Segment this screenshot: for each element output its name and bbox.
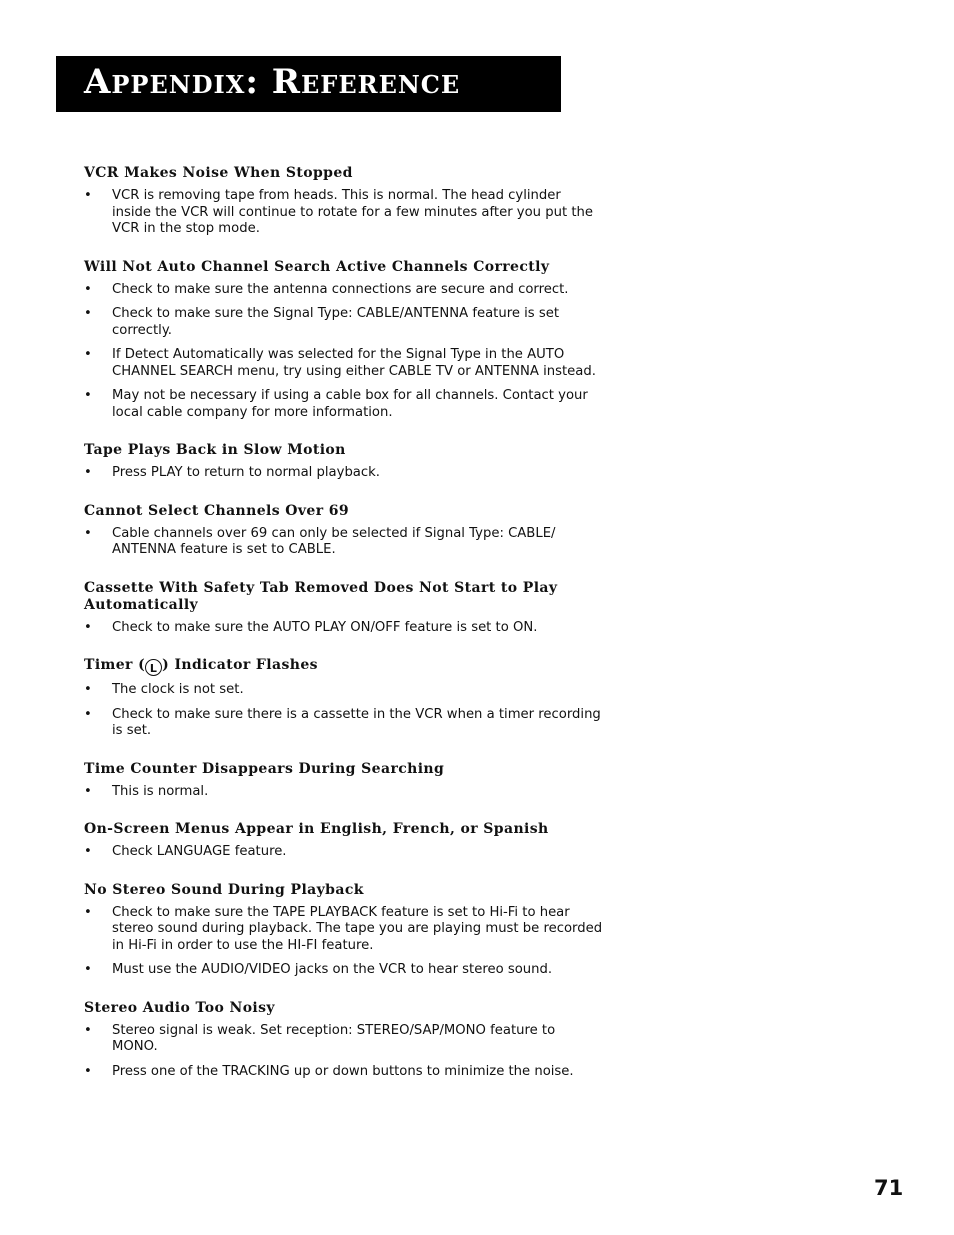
list-item bbox=[84, 844, 604, 861]
bullet-dot: • bbox=[84, 904, 92, 920]
troubleshooting-content bbox=[84, 160, 604, 1088]
section-heading: On-Screen Menus Appear in English, French, or Spanish bbox=[84, 821, 549, 837]
bullet-dot: • bbox=[84, 619, 92, 635]
list-item bbox=[84, 784, 604, 801]
list-item bbox=[84, 282, 604, 299]
bullet-dot: • bbox=[84, 783, 92, 799]
section-heading: No Stereo Sound During Playback bbox=[84, 881, 364, 898]
section-time-counter bbox=[84, 761, 604, 801]
bullet-list bbox=[84, 784, 604, 801]
bullet-list bbox=[84, 620, 604, 637]
bullet-text: Check to make sure the AUTO PLAY ON/OFF feature is set to ON. bbox=[112, 619, 538, 635]
heading-text-before: Timer ( bbox=[84, 657, 146, 673]
section-heading: Stereo Audio Too Noisy bbox=[84, 999, 275, 1016]
list-item bbox=[84, 388, 604, 421]
timer-icon: L bbox=[145, 659, 162, 676]
list-item bbox=[84, 347, 604, 380]
list-item bbox=[84, 620, 604, 637]
bullet-text: May not be necessary if using a cable box for all channels. Contact your local cable company for more information. bbox=[112, 388, 588, 420]
bullet-dot: • bbox=[84, 388, 92, 403]
section-heading bbox=[84, 657, 604, 676]
bullet-list bbox=[84, 844, 604, 861]
page-number: 71 bbox=[874, 1176, 904, 1200]
list-item bbox=[84, 188, 604, 238]
bullet-dot: • bbox=[84, 525, 92, 541]
section-stereo-noisy bbox=[84, 1000, 604, 1081]
bullet-text: Must use the AUDIO/VIDEO jacks on the VCR to hear stereo sound. bbox=[112, 962, 553, 977]
bullet-dot: • bbox=[84, 1022, 92, 1038]
bullet-dot: • bbox=[84, 844, 92, 859]
section-heading: VCR Makes Noise When Stopped bbox=[84, 165, 353, 181]
bullet-list bbox=[84, 188, 604, 238]
bullet-dot: • bbox=[84, 347, 92, 362]
bullet-list bbox=[84, 905, 604, 979]
list-item bbox=[84, 682, 604, 699]
bullet-text: Check to make sure the Signal Type: CABLE/ANTENNA feature is set correctly. bbox=[112, 306, 560, 338]
list-item bbox=[84, 306, 604, 339]
bullet-list bbox=[84, 282, 604, 422]
bullet-list bbox=[84, 465, 604, 482]
section-vcr-noise bbox=[84, 165, 604, 238]
section-slow-motion bbox=[84, 442, 604, 482]
bullet-dot: • bbox=[84, 706, 92, 722]
bullet-text: Check LANGUAGE feature. bbox=[112, 844, 287, 859]
bullet-text: Check to make sure the TAPE PLAYBACK feature is set to Hi-Fi to hear stereo sound during playback. The tape you are playing must be recorded in Hi-Fi in order to use the HI-FI feature. bbox=[112, 904, 603, 953]
list-item bbox=[84, 1023, 604, 1056]
bullet-dot: • bbox=[84, 1063, 92, 1079]
section-no-stereo bbox=[84, 882, 604, 979]
section-heading: Time Counter Disappears During Searching bbox=[84, 760, 445, 777]
bullet-text: If Detect Automatically was selected for the Signal Type in the AUTO CHANNEL SEARCH menu, try using either CABLE TV or ANTENNA instead. bbox=[112, 347, 596, 379]
section-heading: Cannot Select Channels Over 69 bbox=[84, 502, 350, 519]
bullet-text: Check to make sure the antenna connections are secure and correct. bbox=[112, 281, 569, 297]
page-title: Appendix: Reference bbox=[84, 62, 461, 102]
list-item bbox=[84, 1064, 604, 1081]
bullet-dot: • bbox=[84, 306, 92, 321]
section-heading: Cassette With Safety Tab Removed Does Not Start to Play Automatically bbox=[84, 579, 558, 613]
list-item bbox=[84, 905, 604, 955]
heading-text-after: ) Indicator Flashes bbox=[162, 657, 318, 673]
bullet-text: Stereo signal is weak. Set reception: STEREO/SAP/MONO feature to MONO. bbox=[112, 1022, 556, 1054]
bullet-text: Press PLAY to return to normal playback. bbox=[112, 465, 380, 480]
bullet-text: Cable channels over 69 can only be selected if Signal Type: CABLE/ ANTENNA feature is set to CABLE. bbox=[112, 525, 556, 557]
bullet-text: Press one of the TRACKING up or down buttons to minimize the noise. bbox=[112, 1063, 574, 1079]
section-heading: Will Not Auto Channel Search Active Channels Correctly bbox=[84, 258, 550, 275]
bullet-text: The clock is not set. bbox=[112, 682, 244, 697]
bullet-text: This is normal. bbox=[112, 783, 209, 799]
bullet-list bbox=[84, 1023, 604, 1081]
list-item bbox=[84, 962, 604, 979]
appendix-banner bbox=[56, 56, 561, 112]
section-on-screen-menus bbox=[84, 821, 604, 861]
section-auto-channel-search bbox=[84, 259, 604, 422]
list-item bbox=[84, 465, 604, 482]
bullet-dot: • bbox=[84, 465, 92, 480]
section-timer-indicator bbox=[84, 657, 604, 740]
bullet-list bbox=[84, 682, 604, 740]
bullet-list bbox=[84, 526, 604, 559]
section-channels-over-69 bbox=[84, 503, 604, 559]
bullet-text: VCR is removing tape from heads. This is normal. The head cylinder inside the VCR will continue to rotate for a few minutes after you put the VCR in the stop mode. bbox=[112, 188, 593, 236]
section-heading: Tape Plays Back in Slow Motion bbox=[84, 442, 346, 458]
bullet-dot: • bbox=[84, 962, 92, 977]
bullet-dot: • bbox=[84, 188, 92, 203]
bullet-text: Check to make sure there is a cassette in the VCR when a timer recording is set. bbox=[112, 706, 601, 738]
list-item bbox=[84, 707, 604, 740]
bullet-dot: • bbox=[84, 682, 92, 697]
bullet-dot: • bbox=[84, 281, 92, 297]
section-safety-tab bbox=[84, 580, 604, 637]
list-item bbox=[84, 526, 604, 559]
